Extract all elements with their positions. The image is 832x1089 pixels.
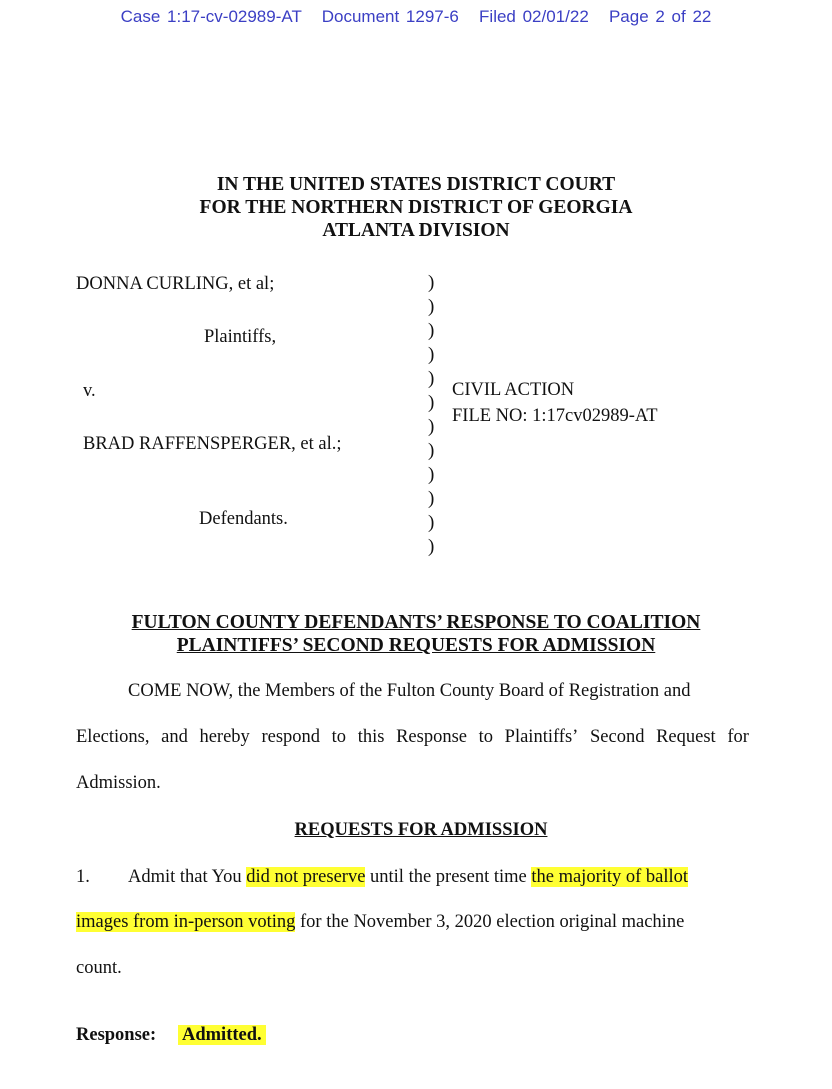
request-text: for the November 3, 2020 election original machine [295,912,685,932]
title-line-1: FULTON COUNTY DEFENDANTS’ RESPONSE TO COALITION [131,612,701,633]
caption-plaintiff: DONNA CURLING, et al; [76,274,275,294]
caption-civil-action: CIVIL ACTION [452,380,575,400]
paren: ) [428,416,435,437]
intro-line-1: COME NOW, the Members of the Fulton County Board of Registration and [128,681,691,701]
intro-word: for [727,727,749,747]
caption-defendants-label: Defendants. [199,509,288,529]
intro-word: to [331,727,347,747]
ecf-header-stamp [0,7,832,27]
request-1-line-2 [76,912,749,933]
paren: ) [428,320,435,341]
caption-file-number: FILE NO: 1:17cv02989-AT [452,406,658,426]
intro-word: Elections, [76,727,150,747]
intro-word: this [357,727,385,747]
paren: ) [428,536,435,557]
paren: ) [428,296,435,317]
caption-parenthesis-column [428,271,434,559]
paren: ) [428,368,435,389]
court-line-3: ATLANTA DIVISION [322,220,510,241]
stamp-filed: Filed 02/01/22 [479,7,589,26]
caption-defendant: BRAD RAFFENSPERGER, et al.; [83,434,342,454]
paren: ) [428,488,435,509]
highlighted-text: did not preserve [246,867,366,887]
caption-plaintiffs-label: Plaintiffs, [204,327,277,347]
request-number: 1. [76,867,90,887]
intro-line-3: Admission. [76,773,161,793]
paren: ) [428,344,435,365]
highlighted-text: the majority of ballot [531,867,689,887]
intro-word: Second [589,727,645,747]
intro-line-2 [76,727,749,748]
highlighted-text: images from in-person voting [76,912,296,932]
response-label: Response: [76,1025,157,1045]
intro-word: Request [656,727,716,747]
request-1-line-3: count. [76,958,122,978]
stamp-page: Page 2 of 22 [608,7,712,26]
paren: ) [428,392,435,413]
paren: ) [428,440,435,461]
request-1-line-1 [76,867,749,888]
paren: ) [428,464,435,485]
response-value: Admitted. [178,1025,266,1045]
response-line [76,1025,749,1046]
court-line-1: IN THE UNITED STATES DISTRICT COURT [216,174,616,195]
intro-word: Plaintiffs’ [504,727,579,747]
document-title [0,611,832,657]
caption-versus: v. [83,381,96,401]
paren: ) [428,512,435,533]
requests-heading: REQUESTS FOR ADMISSION [294,820,548,840]
paren: ) [428,272,435,293]
request-text: until the present time [365,867,532,887]
court-line-2: FOR THE NORTHERN DISTRICT OF GEORGIA [199,197,633,218]
intro-word: and [161,727,188,747]
stamp-document: Document 1297-6 [321,7,459,26]
court-heading [0,173,832,242]
intro-word: hereby [199,727,250,747]
intro-word: Response [396,727,467,747]
title-line-2: PLAINTIFFS’ SECOND REQUESTS FOR ADMISSION [176,635,656,656]
request-text: Admit that You [128,867,247,887]
intro-word: respond [261,727,321,747]
intro-word: to [478,727,494,747]
stamp-case: Case 1:17-cv-02989-AT [120,7,302,26]
